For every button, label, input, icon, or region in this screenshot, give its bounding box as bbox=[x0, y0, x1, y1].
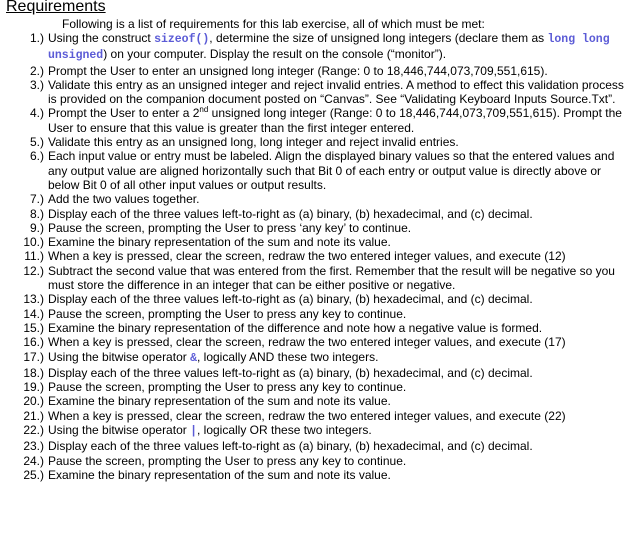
list-item bbox=[0, 78, 644, 107]
list-item bbox=[0, 439, 644, 453]
item-number: 7.) bbox=[29, 192, 44, 207]
item-text: Examine the binary representation of the sum and note its value. bbox=[48, 467, 391, 482]
code-snippet: & bbox=[190, 351, 197, 365]
list-item bbox=[0, 31, 644, 64]
item-text: Pause the screen, prompting the User to press any key to continue. bbox=[48, 306, 407, 321]
list-item bbox=[0, 394, 644, 408]
item-number: 11.) bbox=[24, 249, 44, 264]
item-number: 2.) bbox=[29, 63, 44, 78]
list-item bbox=[0, 423, 644, 439]
item-text: When a key is pressed, clear the screen, redraw the two entered integer values, and execute (22) bbox=[48, 408, 566, 423]
list-item bbox=[0, 307, 644, 321]
item-text: , logically AND these two integers. bbox=[196, 349, 379, 364]
page-title: Requirements bbox=[6, 0, 106, 15]
list-item bbox=[0, 207, 644, 221]
item-text: Pause the screen, prompting the User to press any key to continue. bbox=[48, 380, 407, 395]
list-item bbox=[0, 221, 644, 235]
intro-text: Following is a list of requirements for this lab exercise, all of which must be met: bbox=[62, 17, 485, 31]
item-text: Validate this entry as an unsigned long, long integer and reject invalid entries. bbox=[48, 135, 459, 150]
list-item bbox=[0, 264, 644, 293]
list-item bbox=[0, 135, 644, 149]
list-item bbox=[0, 106, 644, 135]
item-text: Each input value or entry must be labeled. Align the displayed binary values so that the entered values and any output value are aligned horizontally such that Bit 0 of each entry or output value is directly above or below Bit 0 of all other input values or output results. bbox=[48, 149, 615, 192]
item-number: 24.) bbox=[23, 453, 44, 468]
item-number: 15.) bbox=[23, 320, 44, 335]
list-item bbox=[0, 380, 644, 394]
item-number: 3.) bbox=[29, 77, 44, 92]
list-item bbox=[0, 192, 644, 206]
code-snippet: | bbox=[190, 425, 197, 439]
item-text: Subtract the second value that was entered from the first. Remember that the result will be negative so you must store the difference in an integer that can be either positive or negative. bbox=[48, 263, 615, 293]
item-text: Pause the screen, prompting the User to press any key to continue. bbox=[48, 453, 407, 468]
item-number: 22.) bbox=[23, 423, 44, 438]
list-item bbox=[0, 366, 644, 380]
item-text: Examine the binary representation of the difference and note how a negative value is formed. bbox=[48, 320, 543, 335]
item-number: 10.) bbox=[23, 235, 44, 250]
item-number: 13.) bbox=[23, 292, 44, 307]
item-text: , determine the size of unsigned long integers (declare them as bbox=[209, 31, 548, 45]
list-item bbox=[0, 409, 644, 423]
list-item bbox=[0, 454, 644, 468]
list-item bbox=[0, 350, 644, 366]
list-item bbox=[0, 249, 644, 263]
item-number: 25.) bbox=[23, 467, 44, 482]
item-number: 17.) bbox=[23, 349, 44, 364]
item-text: When a key is pressed, clear the screen, redraw the two entered integer values, and execute (12) bbox=[48, 249, 566, 264]
requirements-list bbox=[0, 31, 644, 482]
list-item bbox=[0, 235, 644, 249]
list-item bbox=[0, 468, 644, 482]
list-item bbox=[0, 149, 644, 192]
item-text: Add the two values together. bbox=[48, 192, 200, 207]
item-text: Display each of the three values left-to-right as (a) binary, (b) hexadecimal, and (c) decimal. bbox=[48, 439, 533, 454]
item-number: 5.) bbox=[29, 135, 44, 150]
code-snippet: sizeof() bbox=[154, 33, 210, 46]
list-item bbox=[0, 64, 644, 78]
item-number: 14.) bbox=[23, 306, 44, 321]
item-text: Display each of the three values left-to-right as (a) binary, (b) hexadecimal, and (c) decimal. bbox=[48, 365, 533, 380]
item-text: When a key is pressed, clear the screen, redraw the two entered integer values, and execute (17) bbox=[48, 335, 566, 350]
item-number: 8.) bbox=[29, 206, 44, 221]
item-number: 20.) bbox=[23, 394, 44, 409]
item-text: Examine the binary representation of the sum and note its value. bbox=[48, 235, 391, 250]
item-text: Prompt the User to enter an unsigned long integer (Range: 0 to 18,446,744,073,709,551,615). bbox=[48, 63, 548, 78]
item-number: 23.) bbox=[23, 439, 44, 454]
item-number: 4.) bbox=[29, 106, 44, 121]
item-number: 9.) bbox=[29, 220, 44, 235]
item-number: 16.) bbox=[23, 335, 44, 350]
list-item bbox=[0, 321, 644, 335]
item-text: Using the bitwise operator bbox=[48, 349, 191, 364]
item-number: 21.) bbox=[23, 408, 44, 423]
item-number: 18.) bbox=[23, 365, 44, 380]
item-text: unsigned long integer (Range: 0 to 18,446,744,073,709,551,615). Prompt the User to ensure that this value is greater than the first integer entered. bbox=[48, 106, 622, 135]
item-number: 12.) bbox=[23, 263, 44, 278]
code-snippet: long long unsigned bbox=[48, 33, 610, 63]
list-item bbox=[0, 292, 644, 306]
item-text: Validate this entry as an unsigned integer and reject invalid entries. A method to effect this validation process is provided on the companion document posted on “Canvas”. See “Validating Keyboard Inputs Source.Txt”. bbox=[48, 77, 624, 107]
item-text: Display each of the three values left-to-right as (a) binary, (b) hexadecimal, and (c) decimal. bbox=[48, 206, 533, 221]
item-number: 6.) bbox=[29, 149, 44, 164]
item-text: ) on your computer. Display the result on the console (“monitor”). bbox=[103, 47, 447, 62]
superscript: nd bbox=[199, 105, 209, 115]
item-text: Examine the binary representation of the sum and note its value. bbox=[48, 394, 391, 409]
item-text: Display each of the three values left-to-right as (a) binary, (b) hexadecimal, and (c) decimal. bbox=[48, 292, 533, 307]
item-number: 1.) bbox=[29, 31, 44, 45]
item-text: Using the bitwise operator bbox=[48, 423, 191, 438]
list-item bbox=[0, 335, 644, 349]
item-number: 19.) bbox=[23, 380, 44, 395]
item-text: Using the construct bbox=[48, 31, 155, 45]
item-text: Pause the screen, prompting the User to press ‘any key’ to continue. bbox=[48, 220, 412, 235]
item-text: , logically OR these two integers. bbox=[196, 423, 372, 438]
item-text: Prompt the User to enter a 2 bbox=[48, 106, 200, 121]
